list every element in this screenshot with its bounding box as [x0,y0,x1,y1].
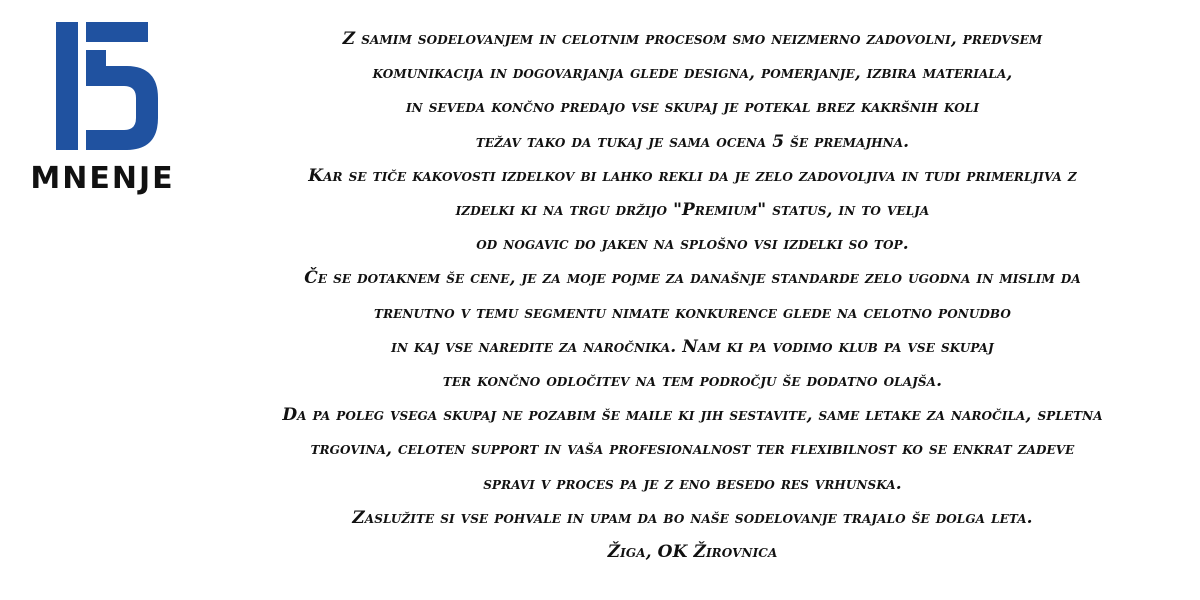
review-line: Kar se tiče kakovosti izdelkov bi lahko rekli da je zelo zadovoljiva in tudi primerljiva z [308,165,1077,186]
review-line: Da pa poleg vsega skupaj ne pozabim še maile ki jih sestavite, same letake za naročila, spletna [282,405,1103,426]
review-line: trgovina, celoten support in vaša profesionalnost ter flexibilnost ko se enkrat zadeve [310,439,1075,460]
review-text [190,22,1195,569]
five-rating-icon [56,22,158,150]
review-line: ter končno odločitev na tem področju še dodatno olajša. [442,371,943,392]
review-line: Zaslužite si vse pohvale in upam da bo naše sodelovanje trajalo še dolga leta. [352,507,1033,528]
review-line: trenutno v temu segmentu nimate konkurence glede na celotno ponudbo [374,302,1011,323]
review-line: Z samim sodelovanjem in celotnim procesom smo neizmerno zadovolni, predvsem [342,29,1043,49]
review-line: izdelki ki na trgu držijo "Premium" status, in to velja [455,200,930,221]
review-line: Če se dotaknem še cene, je za moje pojme za današnje standarde zelo ugodna in mislim da [304,268,1081,289]
logo [20,22,185,207]
review-line: spravi v proces pa je z eno besedo res vrhunska. [483,473,902,494]
review-line: težav tako da tukaj je sama ocena 5 še premajhna. [475,131,910,152]
review-line: od nogavic do jaken na splošno vsi izdelki so top. [476,234,909,255]
logo-wordmark: MNENJE [30,161,175,196]
review-line: in kaj vse naredite za naročnika. Nam ki pa vodimo klub pa vse skupaj [391,336,994,357]
review-signature: Žiga, OK Žirovnica [607,542,778,563]
review-line: in seveda končno predajo vse skupaj je potekal brez kakršnih koli [405,97,980,118]
review-line: komunikacija in dogovarjanja glede designa, pomerjanje, izbira materiala, [372,63,1013,84]
